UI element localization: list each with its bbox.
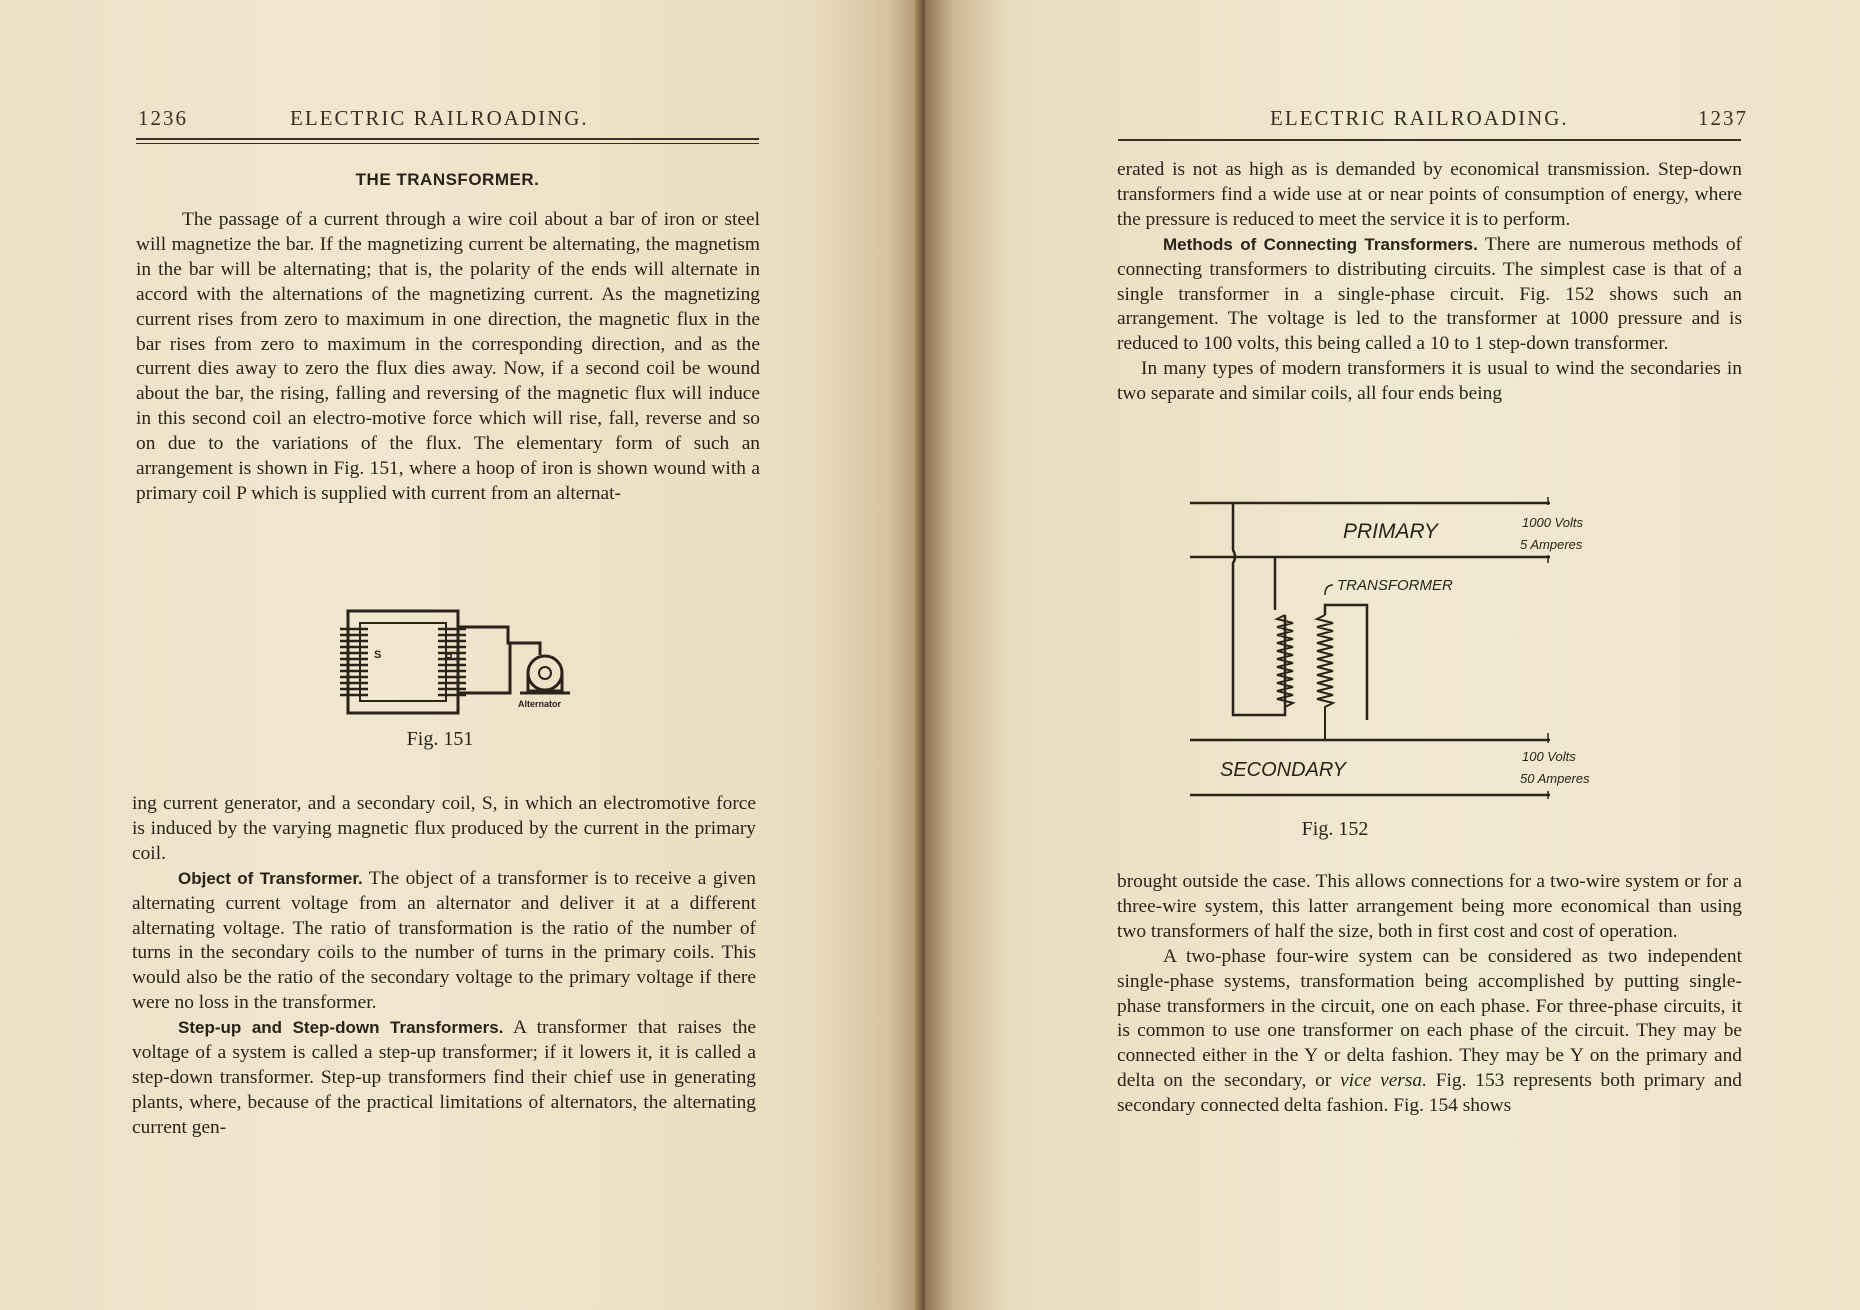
page-number: 1236 — [138, 106, 188, 130]
figure-label-alternator: Alternator — [518, 699, 562, 709]
paragraph: In many types of modern transformers it is usual to wind the secondaries in two separate and similar coils, all four ends being — [1117, 358, 1742, 405]
run-in-heading: Methods of Connecting Transformers. — [1163, 234, 1478, 254]
paragraph — [1117, 233, 1742, 358]
primary-volts-label: 1000 Volts — [1522, 515, 1583, 530]
secondary-volts-label: 100 Volts — [1522, 749, 1576, 764]
secondary-label: SECONDARY — [1220, 759, 1346, 781]
paragraph-body: A transformer that raises the voltage of a system is called a step-up transformer; if it lowers it, it is called a step-down transformer. Step-up transformers find their chief use in generating plants, where, because of the practical limitations of alternators, the alternating current gen- — [132, 1017, 757, 1138]
primary-lead-top — [458, 627, 540, 655]
right-page — [925, 0, 1860, 1310]
left-text-block-2 — [132, 792, 756, 1141]
left-running-header — [0, 106, 925, 136]
secondary-amps-label: 50 Amperes — [1520, 771, 1590, 786]
left-text-block-1 — [136, 208, 760, 507]
paragraph — [132, 867, 756, 1016]
transformer-label: TRANSFORMER — [1337, 577, 1453, 594]
paragraph-body: The object of a transformer is to receive a given alternating current voltage from an alternator and deliver it at a different alternating voltage. The ratio of transformation is the ratio of the number of turns in the secondary coils to the number of turns in the primary coils. This would also be the ratio of the secondary voltage to the primary voltage if there were no loss in the transformer. — [132, 867, 756, 1014]
primary-label: PRIMARY — [1343, 520, 1438, 543]
page-number: 1237 — [1698, 106, 1748, 130]
paragraph — [1117, 945, 1742, 1119]
paragraph-body: There are numerous methods of connecting transformers to distributing circuits. The simplest case is that of a single transformer in a single-phase circuit. Fig. 152 shows such an arrangement. The voltage is led to the transformer at 1000 pressure and is reduced to 100 volts, this being called a 10 to 1 step-down transformer. — [1117, 233, 1742, 355]
primary-amps-label: 5 Amperes — [1520, 537, 1583, 552]
paragraph: erated is not as high as is demanded by economical transmission. Step-down transformers find a wide use at or near points of consumption of energy, where the pressure is reduced to meet the service it is to perform. — [1117, 159, 1742, 230]
header-rule — [136, 138, 759, 140]
paragraph: brought outside the case. This allows connections for a two-wire system or for a three-wire system, this latter arrangement being more economical than using two transformers of half the size, both in first cost and cost of operation. — [1117, 871, 1742, 942]
alternator-symbol — [528, 656, 562, 690]
primary-lead-bottom — [458, 643, 510, 693]
italic-phrase: vice versa. — [1340, 1070, 1427, 1092]
figure-152-diagram — [1175, 495, 1615, 805]
primary-winding — [1277, 615, 1293, 715]
section-title: THE TRANSFORMER. — [355, 170, 540, 189]
running-head: ELECTRIC RAILROADING. — [1270, 106, 1569, 130]
figure-label-s: S — [374, 649, 382, 661]
paragraph — [132, 1016, 756, 1141]
secondary-coil — [340, 629, 368, 695]
figure-label-p: P — [445, 652, 453, 664]
secondary-winding — [1317, 615, 1333, 740]
run-in-heading: Object of Transformer. — [178, 868, 363, 888]
left-page — [0, 0, 925, 1310]
paragraph: The passage of a current through a wire coil about a bar of iron or steel will magnetize the bar. If the magnetizing current be alternating, the magnetism in the bar will be alternating; that is, the polarity of the ends will alternate in accord with the alternations of the magnetizing current. As the magnetizing current rises from zero to maximum in one direction, the magnetic flux in the bar rises from zero to maximum in the corresponding direction, and as the current dies away to zero the flux dies away. Now, if a second coil be wound about the bar, the rising, falling and reversing of the magnetic flux will induce in this second coil an electro-motive force which will rise, fall, reverse and so on due to the variations of the flux. The elementary form of such an arrangement is shown in Fig. 151, where a hoop of iron is shown wound with a primary coil P which is supplied with current from an alternat- — [136, 209, 760, 504]
header-rule-secondary — [136, 143, 759, 144]
figure-152-caption: Fig. 152 — [1301, 818, 1369, 840]
header-rule — [1118, 139, 1741, 141]
right-text-block-1 — [1117, 158, 1742, 407]
iron-core — [348, 611, 458, 713]
running-head: ELECTRIC RAILROADING. — [290, 106, 589, 130]
figure-151-diagram — [330, 603, 590, 723]
paragraph-body: Fig. 153 represents both primary and secondary connected delta fashion. Fig. 154 shows — [1117, 1070, 1742, 1117]
run-in-heading: Step-up and Step-down Transformers. — [178, 1018, 504, 1038]
right-running-header — [925, 106, 1860, 136]
right-text-block-2 — [1117, 870, 1742, 1119]
figure-151-caption: Fig. 151 — [406, 728, 474, 750]
paragraph-body: A two-phase four-wire system can be considered as two independent single-phase systems, transformation being accomplished by putting single-phase transformers in the circuit, one on each phase. For three-phase circuits, it is common to use one transformer on each phase of the circuit. They may be connected either in the Y or delta fashion. They may be Y on the primary and delta on the secondary, or — [1117, 945, 1742, 1092]
paragraph: ing current generator, and a secondary coil, S, in which an electromotive force is induced by the varying magnetic flux produced by the current in the primary coil. — [132, 793, 756, 864]
